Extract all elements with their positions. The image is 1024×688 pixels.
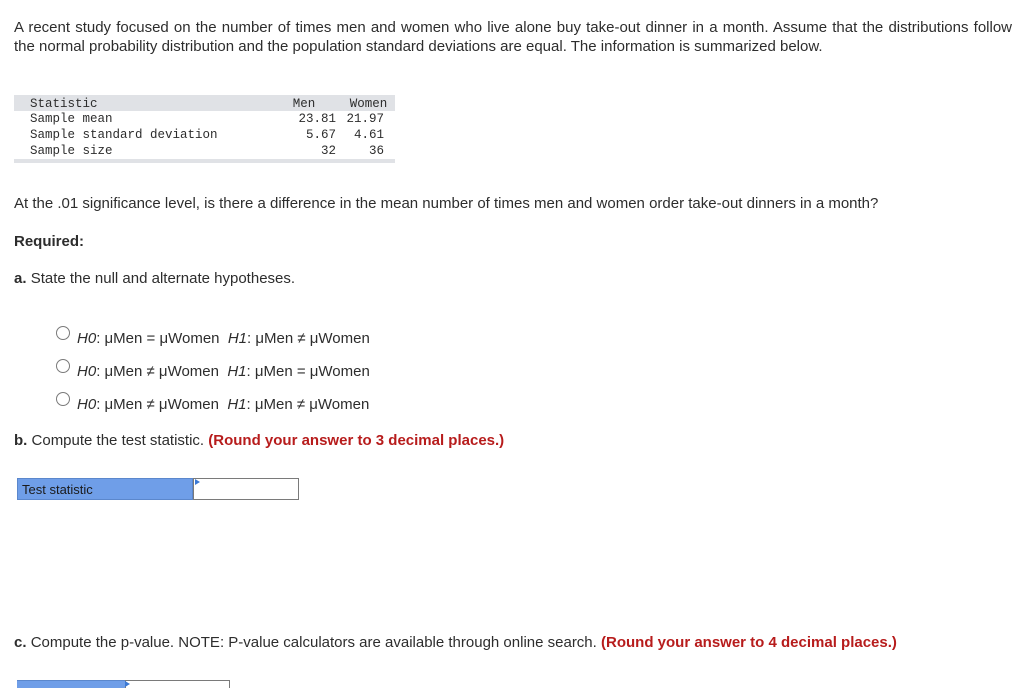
radio-button[interactable] [56,392,70,406]
p-value-row [17,680,230,688]
h0-relation: μMen = μWomen [104,330,220,347]
table-row [14,143,395,159]
part-b-letter: b. [14,432,28,449]
hypothesis-text: H0: μMen ≠ μWomen H1: μMen = μWomen [77,363,370,380]
hypothesis-text: H0: μMen ≠ μWomen H1: μMen ≠ μWomen [77,396,370,413]
row-label: Sample size [30,144,113,158]
h0-symbol: H0 [77,330,97,347]
table-header-row [14,95,395,111]
part-b-text: Compute the test statistic. [31,432,205,449]
h1-relation: μMen = μWomen [254,363,370,380]
header-statistic: Statistic [30,96,98,111]
h1-relation: μMen ≠ μWomen [255,330,370,347]
row-label: Sample standard deviation [30,128,218,142]
part-a-letter: a. [14,270,27,287]
men-value: 5.67 [305,128,336,142]
table-row [14,111,395,127]
women-value: 21.97 [346,112,384,126]
radio-button[interactable] [56,359,70,373]
table-footer-bar [14,159,395,163]
problem-intro: A recent study focused on the number of times men and women who live alone buy take-out dinner in a month. Assume that the distributions follow the normal probability distribution and the population standard deviations are equal. The information is summarized below. [14,19,1012,55]
part-c-text: Compute the p-value. NOTE: P-value calculators are available through online search. [30,634,597,651]
part-c-letter: c. [14,634,27,651]
part-b-prompt [14,432,504,449]
flag-icon [125,681,130,687]
test-statistic-input[interactable] [193,478,299,500]
header-men: Men [292,96,316,111]
statistics-table [14,95,395,163]
h1-symbol: H1 [227,330,248,347]
radio-button[interactable] [56,326,70,340]
women-value: 4.61 [353,128,384,142]
h1-symbol: H1 [227,396,247,413]
men-value: 23.81 [298,112,336,126]
h0-symbol: H0 [77,396,97,413]
part-c-prompt [14,634,897,651]
table-row [14,127,395,143]
row-label: Sample mean [30,112,113,126]
header-women: Women [349,96,388,111]
question-text: At the .01 significance level, is there a difference in the mean number of times men and women order take-out dinners in a month? [14,195,879,212]
women-value: 36 [368,144,384,158]
h0-relation: μMen ≠ μWomen [104,396,219,413]
hypothesis-text: H0: μMen = μWomen H1: μMen ≠ μWomen [77,330,370,347]
men-value: 32 [320,144,336,158]
p-value-input[interactable] [125,680,230,688]
h0-symbol: H0 [77,363,97,380]
h1-relation: μMen ≠ μWomen [254,396,370,413]
p-value-label [17,680,125,688]
test-statistic-row [17,478,299,500]
part-a-prompt [14,270,295,287]
rounding-note: (Round your answer to 3 decimal places.) [208,432,505,449]
h0-relation: μMen ≠ μWomen [104,363,219,380]
flag-icon [195,479,200,485]
rounding-note: (Round your answer to 4 decimal places.) [601,634,897,651]
required-heading: Required: [14,233,85,250]
h1-symbol: H1 [227,363,247,380]
part-a-text: State the null and alternate hypotheses. [30,270,296,287]
test-statistic-label: Test statistic [17,478,193,500]
